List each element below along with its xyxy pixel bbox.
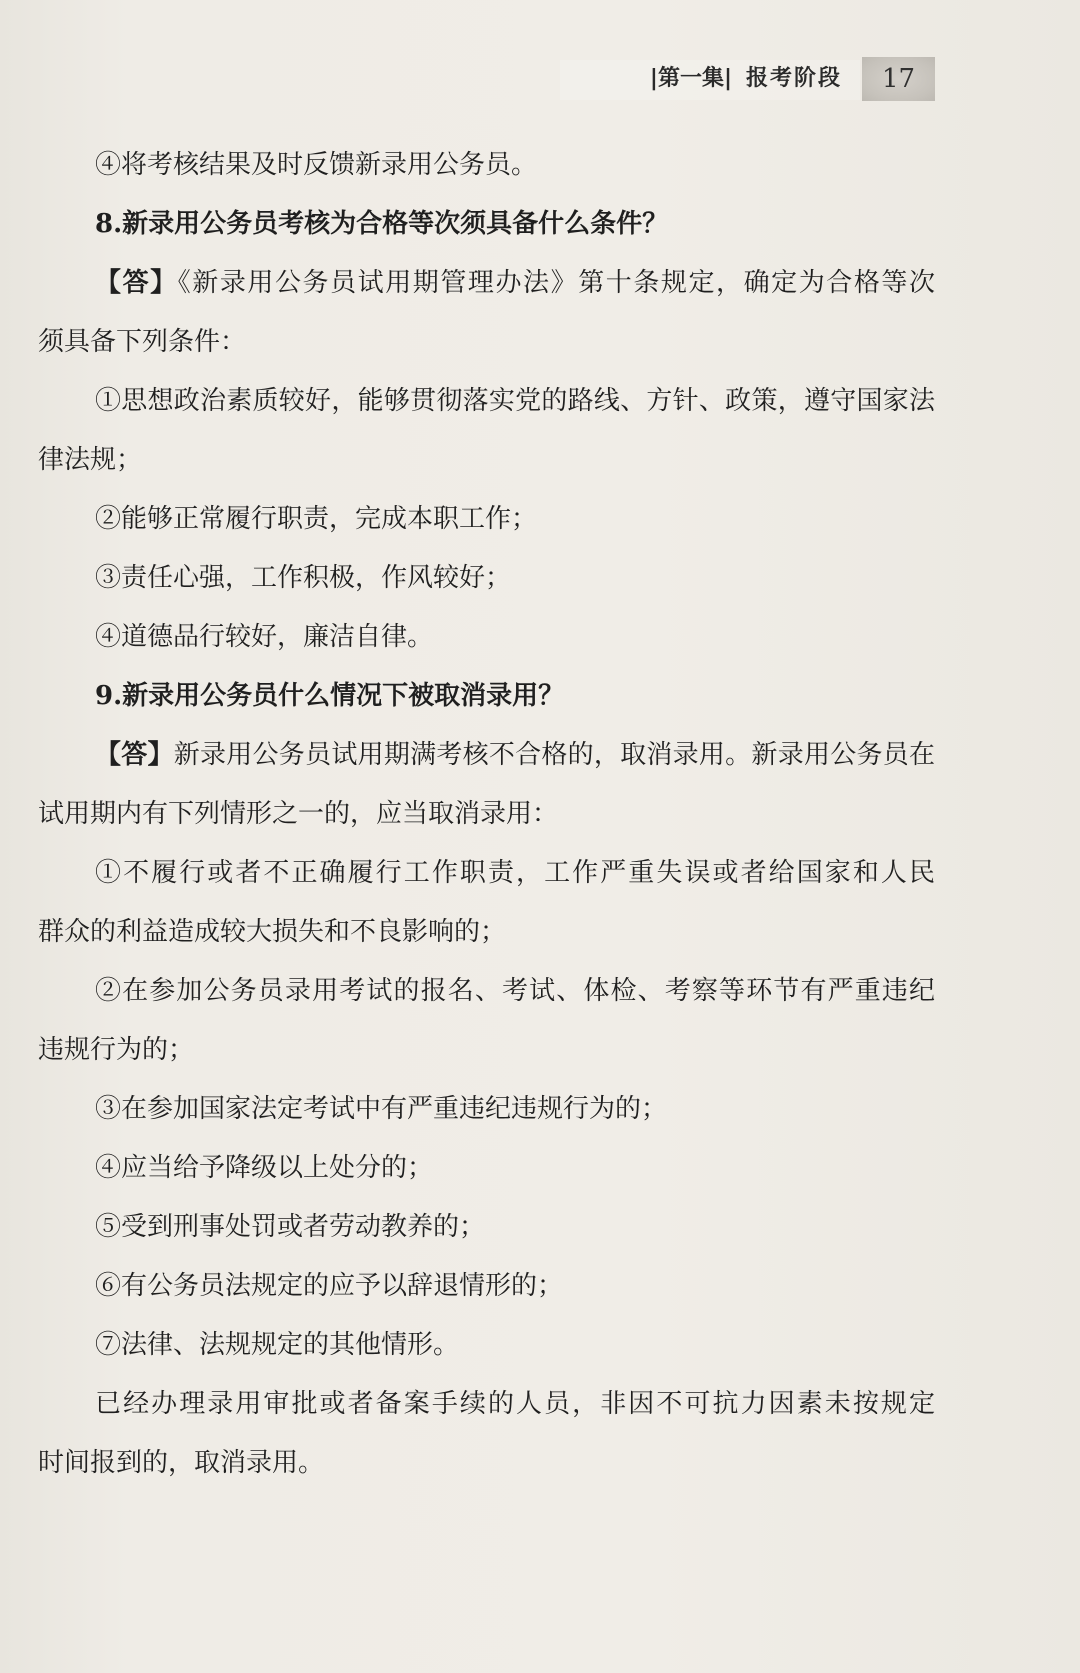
list-item: ⑦法律、法规规定的其他情形。 bbox=[95, 1330, 460, 1360]
answer-label: 【答】 bbox=[95, 268, 178, 298]
list-item: ④将考核结果及时反馈新录用公务员。 bbox=[95, 150, 538, 180]
list-item-continuation: 律法规； bbox=[38, 445, 143, 475]
running-head bbox=[650, 62, 842, 96]
question-heading: 9.新录用公务员什么情况下被取消录用？ bbox=[95, 681, 565, 711]
list-item-continuation: 群众的利益造成较大损失和不良影响的； bbox=[38, 917, 507, 947]
answer-line bbox=[38, 726, 935, 785]
closing-paragraph-line: 时间报到的，取消录用。 bbox=[38, 1448, 325, 1478]
list-item-continuation: 违规行为的； bbox=[38, 1035, 195, 1065]
answer-text: 《新录用公务员试用期管理办法》第十条规定，确定为合格等次 bbox=[177, 268, 935, 298]
list-item: ④道德品行较好，廉洁自律。 bbox=[95, 622, 434, 652]
list-item: ⑥有公务员法规定的应予以辞退情形的； bbox=[95, 1271, 564, 1301]
question-heading: 8.新录用公务员考核为合格等次须具备什么条件？ bbox=[95, 209, 669, 239]
list-item: ①思想政治素质较好，能够贯彻落实党的路线、方针、政策，遵守国家法 bbox=[95, 386, 935, 416]
page-number: 17 bbox=[881, 64, 916, 94]
answer-line: 试用期内有下列情形之一的，应当取消录用： bbox=[38, 799, 559, 829]
closing-paragraph-line: 已经办理录用审批或者备案手续的人员，非因不可抗力因素未按规定 bbox=[95, 1389, 935, 1419]
section-label: |第一集| bbox=[649, 66, 732, 91]
page-number-box bbox=[862, 57, 935, 101]
answer-line: 须具备下列条件： bbox=[38, 327, 247, 357]
list-item: ③在参加国家法定考试中有严重违纪违规行为的； bbox=[95, 1094, 668, 1124]
answer-label: 【答】 bbox=[95, 740, 174, 770]
list-item: ②在参加公务员录用考试的报名、考试、体检、考察等环节有严重违纪 bbox=[95, 976, 935, 1006]
list-item: ③责任心强，工作积极，作风较好； bbox=[95, 563, 512, 593]
list-item: ②能够正常履行职责，完成本职工作； bbox=[95, 504, 538, 534]
chapter-title: 报考阶段 bbox=[745, 66, 842, 91]
answer-text: 新录用公务员试用期满考核不合格的，取消录用。新录用公务员在 bbox=[173, 740, 935, 770]
page-body bbox=[38, 136, 935, 1493]
answer-line bbox=[38, 254, 935, 313]
list-item: ④应当给予降级以上处分的； bbox=[95, 1153, 434, 1183]
list-item: ①不履行或者不正确履行工作职责，工作严重失误或者给国家和人民 bbox=[95, 858, 935, 888]
list-item: ⑤受到刑事处罚或者劳动教养的； bbox=[95, 1212, 486, 1242]
